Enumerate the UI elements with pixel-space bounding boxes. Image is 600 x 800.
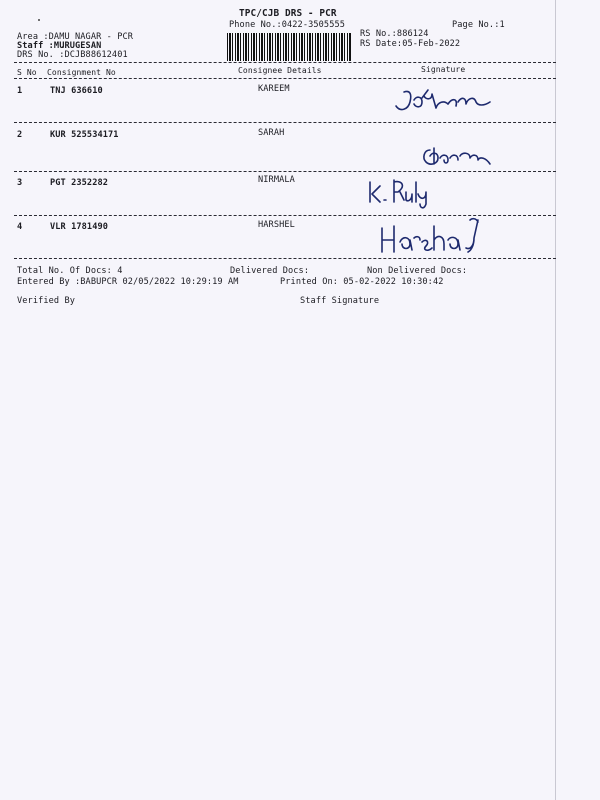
row-consignment: KUR 525534171 (50, 130, 119, 140)
staff-field: Staff :MURUGESAN (17, 41, 102, 51)
row-s-no: 3 (17, 178, 23, 188)
row-s-no: 2 (17, 130, 23, 140)
row-consignee: SARAH (258, 128, 285, 138)
divider (14, 78, 556, 79)
verified-by-label: Verified By (17, 296, 76, 306)
col-s-no: S No (17, 68, 37, 77)
page-edge-line (555, 0, 556, 800)
handwritten-signature-icon (364, 174, 454, 210)
area-field: Area :DAMU NAGAR - PCR (17, 32, 134, 42)
row-s-no: 1 (17, 86, 23, 96)
col-consignee: Consignee Details (238, 66, 322, 75)
staff-signature-label: Staff Signature (300, 296, 380, 306)
print-speck (38, 19, 40, 21)
handwritten-signature-icon (374, 212, 498, 258)
row-consignee: NIRMALA (258, 175, 295, 185)
handwritten-signature-icon (420, 144, 500, 174)
non-delivered-docs: Non Delivered Docs: (367, 266, 468, 276)
divider (14, 171, 556, 172)
row-consignee: KAREEM (258, 84, 290, 94)
row-consignee: HARSHEL (258, 220, 295, 230)
total-docs: Total No. Of Docs: 4 (17, 266, 123, 276)
rs-date: RS Date:05-Feb-2022 (360, 39, 461, 49)
barcode (227, 33, 352, 61)
row-consignment: VLR 1781490 (50, 222, 109, 232)
row-consignment: PGT 2352282 (50, 178, 109, 188)
divider (14, 258, 556, 259)
drs-number: DRS No. :DCJB88612401 (17, 50, 128, 60)
delivered-docs: Delivered Docs: (230, 266, 310, 276)
entered-by: Entered By :BABUPCR 02/05/2022 10:29:19 AM (17, 277, 239, 287)
printed-on: Printed On: 05-02-2022 10:30:42 (280, 277, 444, 287)
handwritten-signature-icon (392, 84, 502, 120)
col-signature: Signature (421, 65, 466, 74)
divider (14, 62, 556, 63)
phone-number: Phone No.:0422-3505555 (229, 20, 346, 30)
row-s-no: 4 (17, 222, 23, 232)
rs-number: RS No.:886124 (360, 29, 429, 39)
page-number: Page No.:1 (452, 20, 505, 30)
sheet-title: TPC/CJB DRS - PCR (239, 8, 337, 19)
col-consignment: Consignment No (47, 68, 116, 77)
row-consignment: TNJ 636610 (50, 86, 103, 96)
divider (14, 122, 556, 123)
